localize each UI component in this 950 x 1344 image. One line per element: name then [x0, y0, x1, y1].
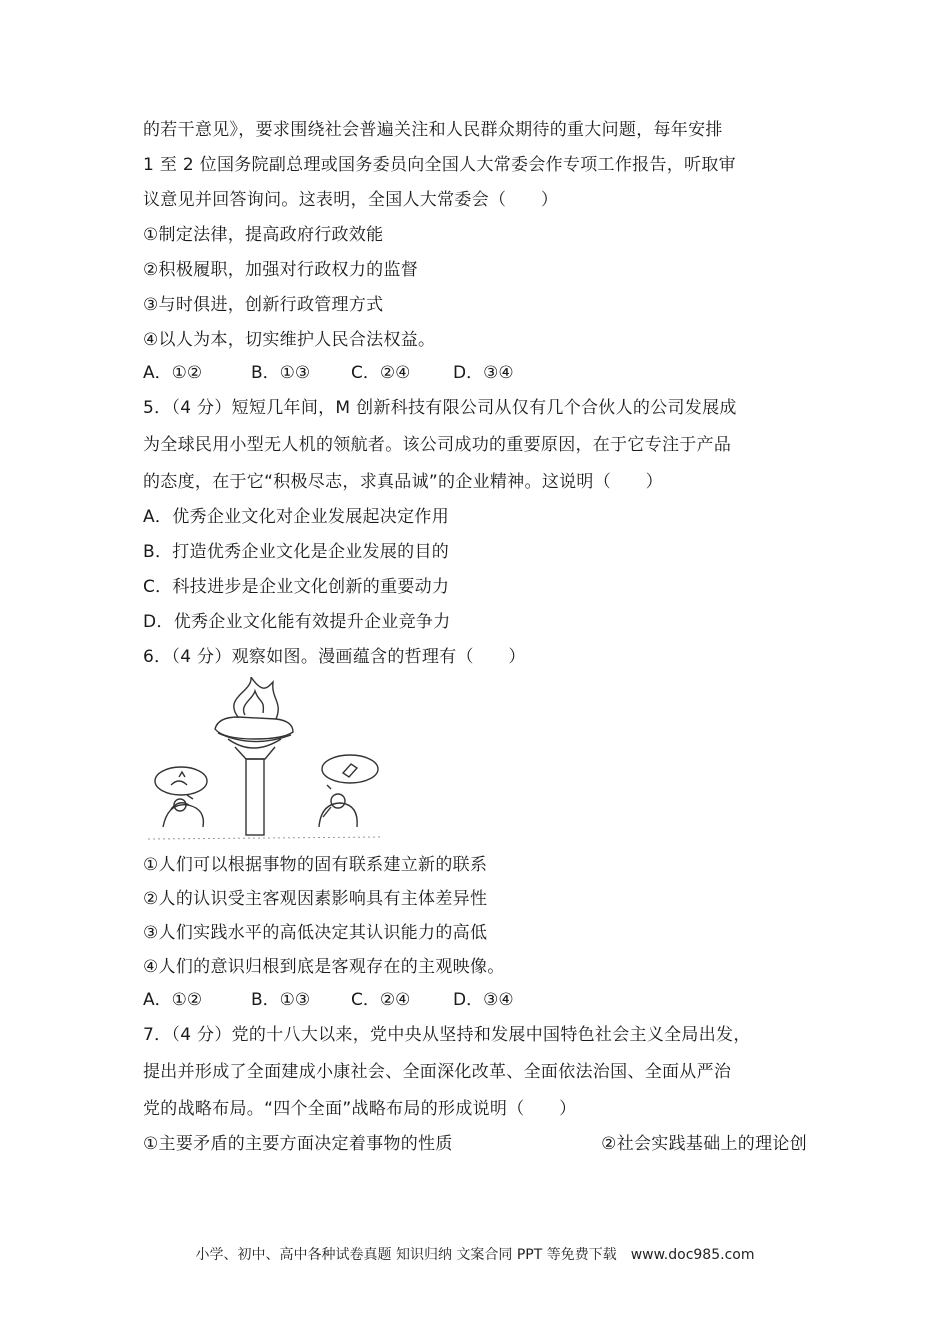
- question-stem: 提出并形成了全面建成小康社会、全面深化改革、全面依法治国、全面从严治: [143, 1062, 732, 1082]
- choice-a: A．优秀企业文化对企业发展起决定作用: [143, 507, 450, 527]
- question-stem: 6．（4 分）观察如图。漫画蕴含的哲理有（ ）: [143, 647, 526, 667]
- statement-line: ④人们的意识归根到底是客观存在的主观映像。: [143, 957, 505, 977]
- choice-d: D．③④: [453, 363, 514, 383]
- text-line: 1 至 2 位国务院副总理或国务委员向全国人大常委会作专项工作报告，听取审: [143, 155, 736, 175]
- option-line: ③与时俱进，创新行政管理方式: [143, 295, 384, 315]
- option-line: ④以人为本，切实维护人民合法权益。: [143, 330, 436, 350]
- answer-choices-q4: [143, 361, 843, 385]
- choice-b: B．①③: [251, 363, 311, 383]
- question-stem: 为全球民用小型无人机的领航者。该公司成功的重要原因，在于它专注于产品: [143, 435, 732, 455]
- cartoon-illustration: [143, 677, 393, 847]
- option-line: ②积极履职，加强对行政权力的监督: [143, 260, 419, 280]
- choice-d: D．优秀企业文化能有效提升企业竞争力: [143, 612, 451, 632]
- exam-page: [143, 118, 843, 1156]
- page-footer: 小学、初中、高中各种试卷真题 知识归纳 文案合同 PPT 等免费下载 www.doc985.com: [195, 1247, 755, 1263]
- statement-row: [143, 1132, 807, 1156]
- choice-c: C．②④: [351, 990, 411, 1010]
- question-6: [143, 645, 843, 1012]
- question-stem: 5．（4 分）短短几年间，M 创新科技有限公司从仅有几个合伙人的公司发展成: [143, 398, 737, 418]
- question-stem: 7．（4 分）党的十八大以来，党中央从坚持和发展中国特色社会主义全局出发，: [143, 1025, 751, 1045]
- option-line: ①制定法律，提高政府行政效能: [143, 225, 384, 245]
- statement-line: ①人们可以根据事物的固有联系建立新的联系: [143, 855, 488, 875]
- text-line: 议意见并回答询问。这表明，全国人大常委会（ ）: [143, 190, 559, 210]
- choice-a: A．①②: [143, 990, 203, 1010]
- statement-line: ②人的认识受主客观因素影响具有主体差异性: [143, 889, 488, 909]
- question-stem: 党的战略布局。“四个全面”战略布局的形成说明（ ）: [143, 1099, 577, 1119]
- question-7: [143, 1023, 843, 1156]
- choice-c: C．科技进步是企业文化创新的重要动力: [143, 577, 450, 597]
- choice-a: A．①②: [143, 363, 203, 383]
- text-line: 的若干意见》，要求围绕社会普遍关注和人民群众期待的重大问题，每年安排: [143, 120, 723, 140]
- choice-d: D．③④: [453, 990, 514, 1010]
- question-stem: 的态度，在于它“积极尽志，求真品诚”的企业精神。这说明（ ）: [143, 472, 663, 492]
- choice-c: C．②④: [351, 363, 411, 383]
- question-5: [143, 396, 843, 634]
- answer-choices-q6: [143, 988, 843, 1012]
- statement-2: ②社会实践基础上的理论创: [601, 1134, 807, 1154]
- torch-cartoon-image: [143, 677, 393, 847]
- statement-line: ③人们实践水平的高低决定其认识能力的高低: [143, 923, 488, 943]
- choice-b: B．①③: [251, 990, 311, 1010]
- q4-continuation: [143, 118, 843, 385]
- choice-b: B．打造优秀企业文化是企业发展的目的: [143, 542, 450, 562]
- statement-1: ①主要矛盾的主要方面决定着事物的性质: [143, 1134, 453, 1154]
